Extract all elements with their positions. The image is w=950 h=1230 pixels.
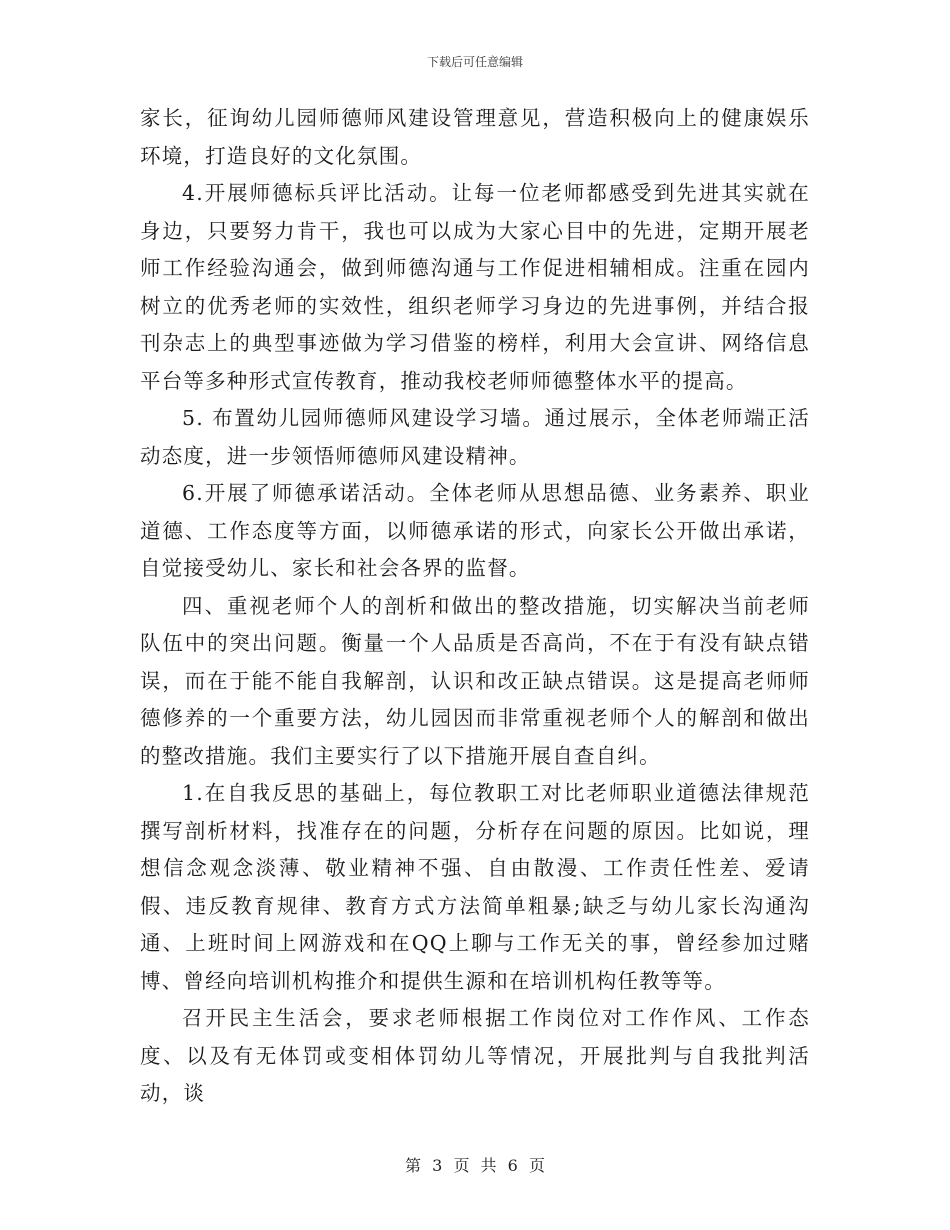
header-note: 下载后可任意编辑 — [426, 55, 523, 69]
paragraph-item-6: 6.开展了师德承诺活动。全体老师从思想品德、业务素养、职业道德、工作态度等方面，以师德承诺的形式，向家长公开做出承诺，自觉接受幼儿、家长和社会各界的监督。 — [140, 481, 810, 580]
footer-total-pages: 6 — [507, 1156, 518, 1175]
footer-total-word: 共 — [480, 1156, 497, 1175]
paragraph-meeting: 召开民主生活会，要求老师根据工作岗位对工作作风、工作态度、以及有无体罚或变相体罚幼儿等情况，开展批判与自我批判活动，谈 — [140, 1006, 810, 1105]
footer-page-word: 页 — [453, 1156, 470, 1175]
paragraph-section-4: 四、重视老师个人的剖析和做出的整改措施，切实解决当前老师队伍中的突出问题。衡量一个人品质是否高尚，不在于有没有缺点错误，而在于能不能自我解剖，认识和改正缺点错误。这是提高老师师德修养的一个重要方法，幼儿园因而非常重视老师个人的解剖和做出的整改措施。我们主要实行了以下措施开展自查自纠。 — [140, 593, 810, 768]
body-text — [140, 100, 810, 1113]
paragraph-item-4: 4.开展师德标兵评比活动。让每一位老师都感受到先进其实就在身边，只要努力肯干，我也可以成为大家心目中的先进，定期开展老师工作经验沟通会，做到师德沟通与工作促进相辅相成。注重在园内树立的优秀老师的实效性，组织老师学习身边的先进事例，并结合报刊杂志上的典型事迹做为学习借鉴的榜样，利用大会宣讲、网络信息平台等多种形式宣传教育，推动我校老师师德整体水平的提高。 — [140, 181, 810, 393]
footer-current-page: 3 — [432, 1156, 443, 1175]
paragraph-item-5: 5. 布置幼儿园师德师风建设学习墙。通过展示，全体老师端正活动态度，进一步领悟师德师风建设精神。 — [140, 406, 810, 468]
paragraph-item-1: 1.在自我反思的基础上，每位教职工对比老师职业道德法律规范撰写剖析材料，找准存在的问题，分析存在问题的原因。比如说，理想信念观念淡薄、敬业精神不强、自由散漫、工作责任性差、爱请假、违反教育规律、教育方式方法简单粗暴;缺乏与幼儿家长沟通沟通、上班时间上网游戏和在QQ上聊与工作无关的事，曾经参加过赌博、曾经向培训机构推介和提供生源和在培训机构任教等等。 — [140, 781, 810, 993]
footer-prefix: 第 — [405, 1156, 422, 1175]
page-footer — [0, 1153, 950, 1176]
paragraph-continuation: 家长，征询幼儿园师德师风建设管理意见，营造积极向上的健康娱乐环境，打造良好的文化氛围。 — [140, 106, 810, 168]
footer-suffix: 页 — [528, 1156, 545, 1175]
